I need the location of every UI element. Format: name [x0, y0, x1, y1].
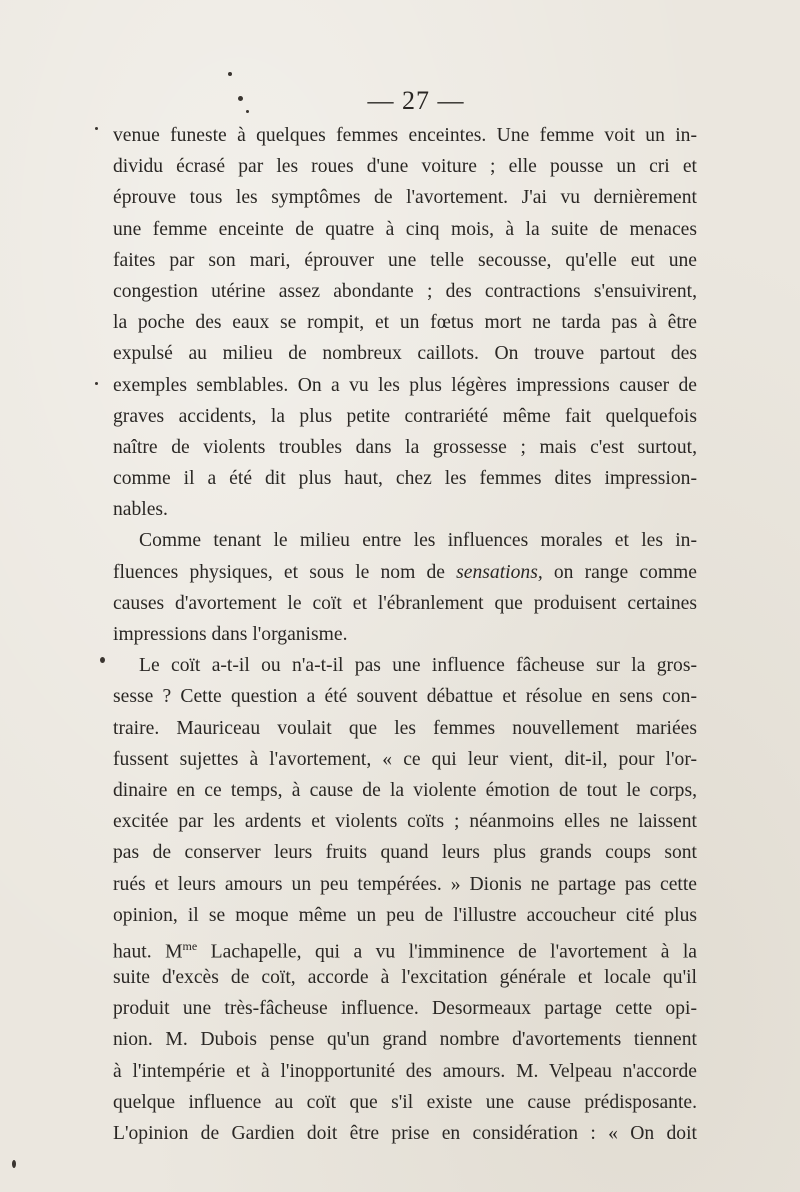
text-line-content: faites par son mari, éprouver une telle secousse, qu'elle eut une — [113, 249, 697, 271]
text-line-content: L'opinion de Gardien doit être prise en considération : « On doit — [113, 1123, 697, 1144]
scan-speck — [100, 657, 105, 663]
text-line — [113, 276, 697, 307]
text-line-content: comme il a été dit plus haut, chez les femmes dites impression- — [113, 468, 697, 490]
text-line — [113, 463, 697, 494]
text-line — [113, 744, 697, 775]
text-line — [113, 370, 697, 401]
text-line-content: sesse ? Cette question a été souvent débattue et résolue en sens con- — [113, 686, 697, 708]
text-line-content: expulsé au milieu de nombreux caillots. On trouve partout des — [113, 343, 697, 365]
scan-speck — [238, 96, 243, 101]
text-line-content: congestion utérine assez abondante ; des contractions s'ensuivirent, — [113, 280, 697, 302]
text-line-content: fussent sujettes à l'avortement, « ce qui leur vient, dit-il, pour l'or- — [113, 748, 697, 770]
text-line — [113, 120, 697, 151]
text-line — [113, 650, 697, 681]
text-line — [113, 338, 697, 369]
text-line-content: Le coït a-t-il ou n'a-t-il pas une influence fâcheuse sur la gros- — [139, 655, 697, 677]
text-line-content: pas de conserver leurs fruits quand leurs plus grands coups sont — [113, 842, 697, 864]
text-line-content: quelque influence au coït que s'il existe une cause prédisposante. — [113, 1091, 697, 1113]
text-line-content: dividu écrasé par les roues d'une voiture ; elle pousse un cri et — [113, 156, 697, 178]
text-line — [113, 713, 697, 744]
text-line-content: graves accidents, la plus petite contrariété même fait quelquefois — [113, 405, 697, 427]
text-line — [113, 494, 697, 525]
text-line — [113, 619, 697, 650]
text-line — [113, 993, 697, 1024]
superscript: me — [182, 938, 198, 953]
text-line — [113, 1087, 697, 1118]
text-line — [113, 525, 697, 556]
text-line-content: exemples semblables. On a vu les plus légères impressions causer de — [113, 374, 697, 396]
scan-speck — [228, 72, 232, 76]
scan-speck — [95, 382, 98, 385]
text-line-content: naître de violents troubles dans la grossesse ; mais c'est surtout, — [113, 436, 697, 458]
italic-term: sensations, — [456, 561, 543, 583]
text-line-content: excitée par les ardents et violents coïts ; néanmoins elles ne laissent — [113, 811, 697, 833]
text-line — [113, 588, 697, 619]
body-text — [113, 120, 697, 1149]
text-line-content: venue funeste à quelques femmes enceintes. Une femme voit un in- — [113, 125, 697, 146]
text-line-content: rués et leurs amours un peu tempérées. » Dionis ne partage pas cette — [113, 873, 697, 895]
text-line-continuation: Lachapelle, qui a vu l'imminence de l'avortement à la — [197, 941, 697, 963]
text-line-content: à l'intempérie et à l'inopportunité des amours. M. Velpeau n'accorde — [113, 1060, 697, 1082]
text-line-content: une femme enceinte de quatre à cinq mois, à la suite de menaces — [113, 218, 697, 240]
text-line — [113, 307, 697, 338]
text-line — [113, 1118, 697, 1149]
text-line — [113, 182, 697, 213]
text-line — [113, 962, 697, 993]
text-line — [113, 775, 697, 806]
scan-speck — [12, 1160, 16, 1168]
text-line-content: Comme tenant le milieu entre les influences morales et les in- — [139, 530, 697, 552]
text-line-content: produit une très-fâcheuse influence. Desormeaux partage cette opi- — [113, 998, 697, 1020]
text-line-content: haut. M — [113, 941, 183, 963]
text-line-content: causes d'avortement le coït et l'ébranlement que produisent certaines — [113, 592, 697, 614]
text-line-content: traire. Mauriceau voulait que les femmes nouvellement mariées — [113, 717, 697, 739]
text-line — [113, 151, 697, 182]
text-line-content: dinaire en ce temps, à cause de la violente émotion de tout le corps, — [113, 779, 697, 801]
text-line — [113, 681, 697, 712]
page-number: — 27 — — [367, 86, 465, 115]
text-line-content: nion. M. Dubois pense qu'un grand nombre d'avortements tiennent — [113, 1029, 697, 1051]
text-line — [113, 931, 697, 962]
text-line — [113, 837, 697, 868]
scan-speck — [246, 110, 249, 113]
text-line-content: fluences physiques, et sous le nom de — [113, 561, 457, 583]
text-line-content: nables. — [113, 499, 168, 521]
text-line — [113, 1056, 697, 1087]
text-line — [113, 245, 697, 276]
text-line — [113, 900, 697, 931]
text-line — [113, 401, 697, 432]
text-line-content: impressions dans l'organisme. — [113, 624, 348, 645]
text-line-content: éprouve tous les symptômes de l'avortement. J'ai vu dernièrement — [113, 187, 697, 209]
text-line-content: suite d'excès de coït, accorde à l'excitation générale et locale qu'il — [113, 967, 697, 989]
text-line — [113, 557, 697, 588]
scan-speck — [95, 127, 98, 130]
text-line — [113, 1024, 697, 1055]
text-line — [113, 869, 697, 900]
text-line-content: opinion, il se moque même un peu de l'illustre accoucheur cité plus — [113, 904, 697, 926]
text-line-continuation: on range comme — [542, 561, 697, 583]
text-line-content: la poche des eaux se rompit, et un fœtus mort ne tarda pas à être — [113, 312, 697, 334]
text-line — [113, 806, 697, 837]
text-line — [113, 214, 697, 245]
text-line — [113, 432, 697, 463]
